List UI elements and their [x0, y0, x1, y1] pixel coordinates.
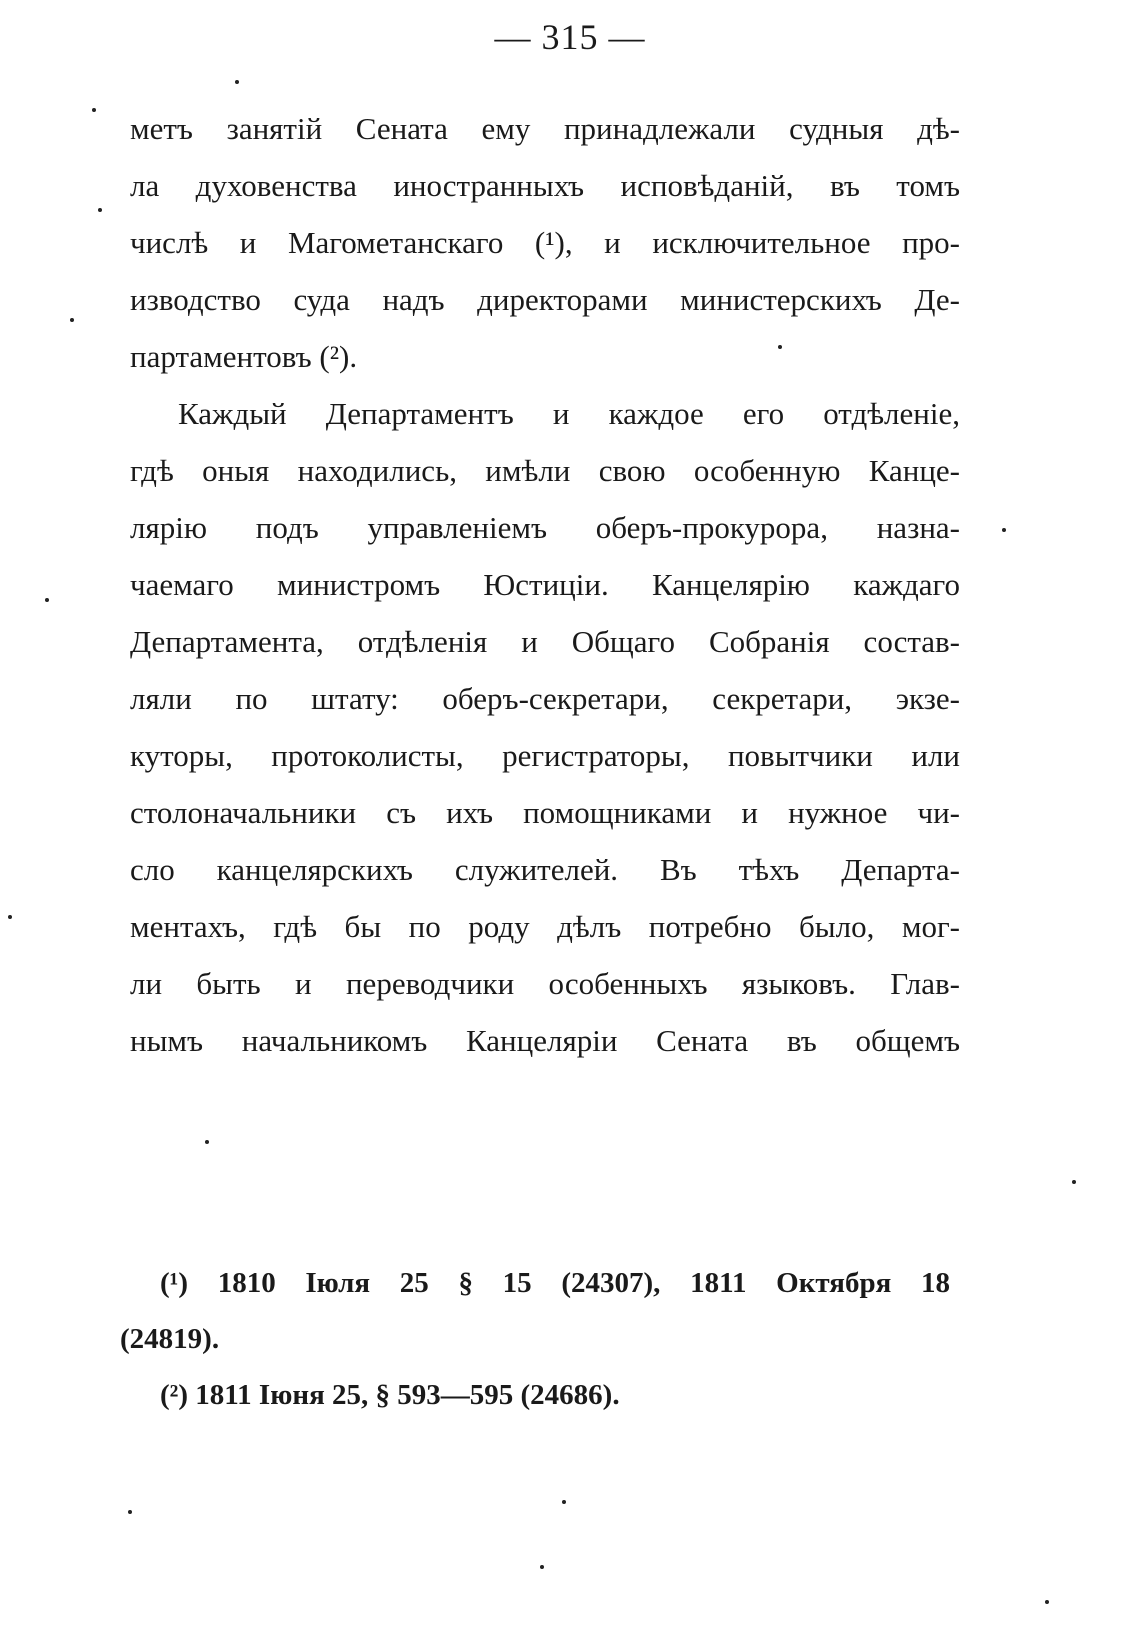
- text-line: ляли по штату: оберъ-секретари, секретари, экзе-: [130, 681, 960, 716]
- scan-speck: [98, 208, 102, 212]
- scan-speck: [1045, 1600, 1049, 1604]
- text-line: ла духовенства иностранныхъ исповѣданій, въ томъ: [130, 168, 960, 203]
- scan-speck: [205, 1140, 209, 1144]
- footnotes: [120, 1255, 950, 1423]
- text-line: Департамента, отдѣленія и Общаго Собранія состав-: [130, 624, 960, 659]
- scan-speck: [562, 1500, 566, 1504]
- text-line: изводство суда надъ директорами министерскихъ Де-: [130, 282, 960, 317]
- scan-speck: [128, 1510, 132, 1514]
- scan-speck: [70, 318, 74, 322]
- text-line: ментахъ, гдѣ бы по роду дѣлъ потребно было, мог-: [130, 909, 960, 944]
- text-line: ли быть и переводчики особенныхъ языковъ. Глав-: [130, 966, 960, 1001]
- text-line: гдѣ оныя находились, имѣли свою особенную Канце-: [130, 453, 960, 488]
- text-line: нымъ начальникомъ Канцеляріи Сената въ общемъ: [130, 1023, 960, 1058]
- footnote-1-line-2: (24819).: [120, 1323, 220, 1355]
- text-line: куторы, протоколисты, регистраторы, повытчики или: [130, 738, 960, 773]
- text-line: метъ занятій Сената ему принадлежали судныя дѣ-: [130, 111, 960, 146]
- scan-speck: [1072, 1180, 1076, 1184]
- text-line: партаментовъ (²).: [130, 339, 358, 374]
- body-text: [130, 100, 960, 1069]
- text-line: сло канцелярскихъ служителей. Въ тѣхъ Департа-: [130, 852, 960, 887]
- text-line: лярію подъ управленіемъ оберъ-прокурора, назна-: [130, 510, 960, 545]
- scan-speck: [235, 80, 239, 84]
- text-line: Каждый Департаментъ и каждое его отдѣленіе,: [178, 396, 960, 431]
- footnote-2: (²) 1811 Іюня 25, § 593—595 (24686).: [160, 1379, 620, 1411]
- text-line: числѣ и Магометанскаго (¹), и исключительное про-: [130, 225, 960, 260]
- page-number: — 315 —: [494, 17, 646, 57]
- scan-speck: [8, 915, 12, 919]
- scan-speck: [540, 1565, 544, 1569]
- footnote-1-line-1: (¹) 1810 Іюля 25 § 15 (24307), 1811 Октября 18: [160, 1267, 950, 1299]
- text-line: чаемаго министромъ Юстиціи. Канцелярію каждаго: [130, 567, 960, 602]
- scan-speck: [778, 345, 782, 349]
- scan-speck: [92, 108, 96, 112]
- scan-speck: [1002, 528, 1006, 532]
- scan-speck: [45, 598, 49, 602]
- text-line: столоначальники съ ихъ помощниками и нужное чи-: [130, 795, 960, 830]
